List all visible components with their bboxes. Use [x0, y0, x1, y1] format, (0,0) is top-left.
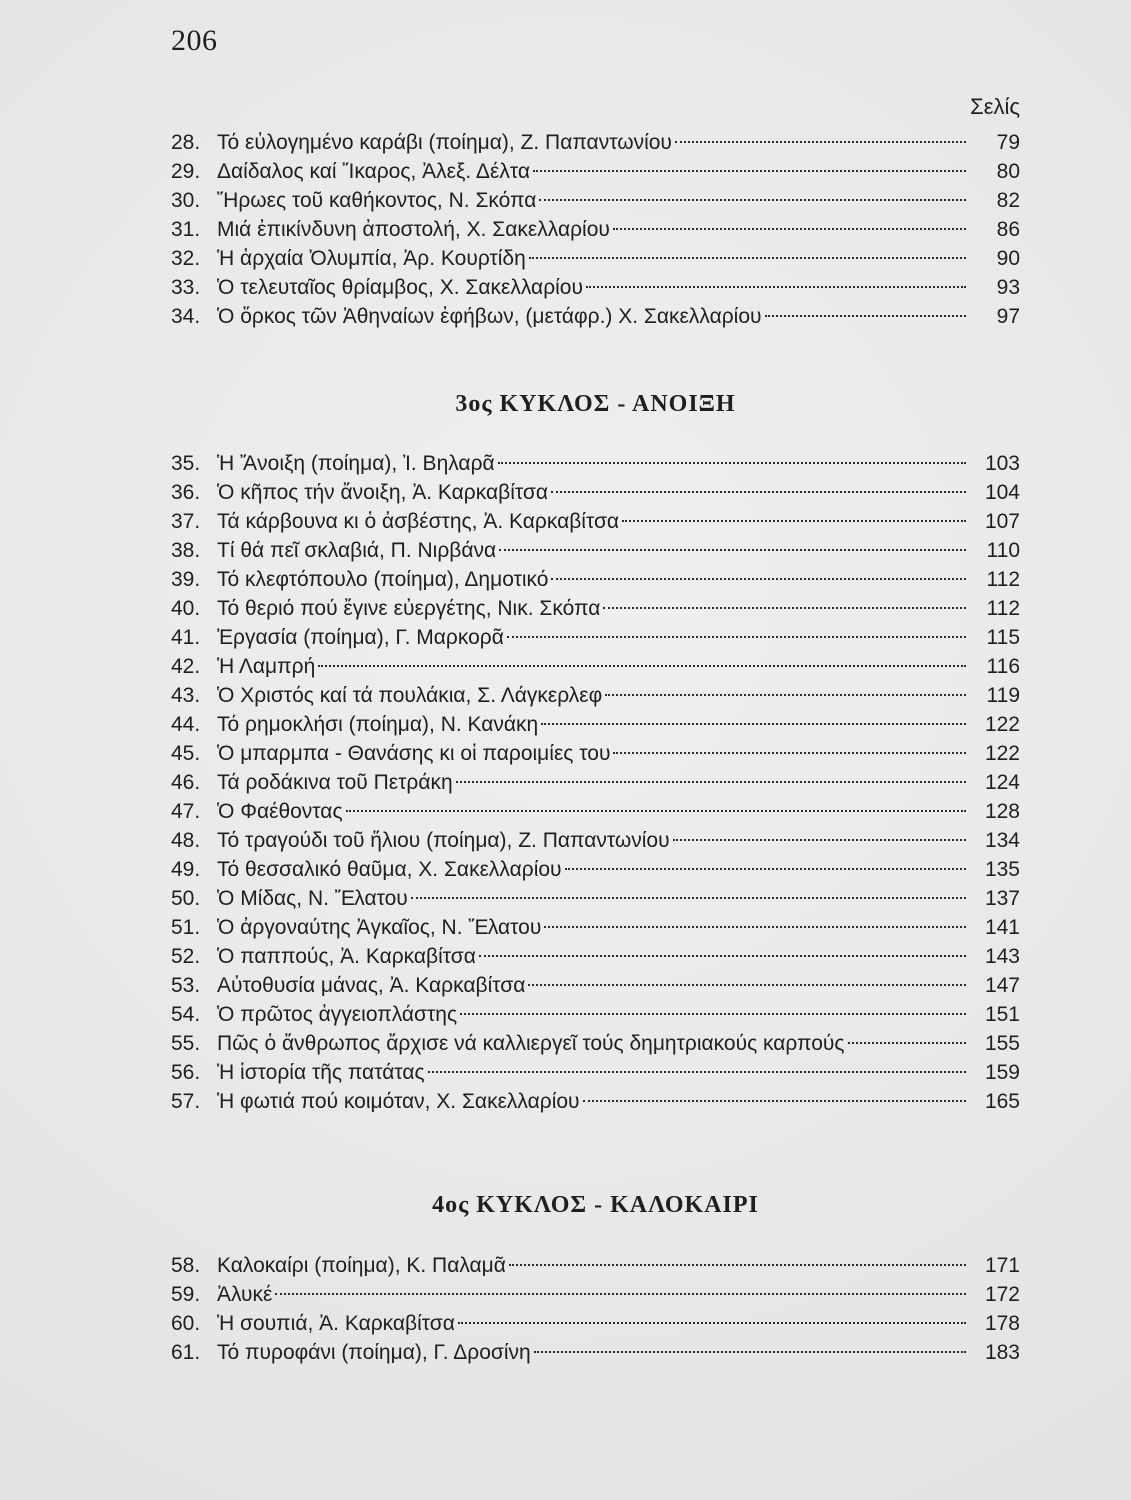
entry-title: Αὐτοθυσία μάνας, Ἀ. Καρκαβίτσα [217, 974, 526, 997]
entry-title: Τό εὐλογημένο καράβι (ποίημα), Ζ. Παπαντωνίου [217, 131, 672, 154]
entry-page: 112 [986, 597, 1020, 620]
entry-page: 143 [984, 945, 1020, 968]
entry-page: 110 [986, 539, 1020, 562]
section-heading-spring: 3ος ΚΥΚΛΟΣ - ΑΝΟΙΞΗ [455, 391, 736, 417]
dot-leader [499, 549, 966, 551]
dot-leader [541, 723, 966, 725]
toc-entry [171, 826, 1020, 855]
dot-leader [479, 955, 966, 957]
entry-page: 122 [984, 713, 1020, 736]
dot-leader [346, 810, 966, 812]
entry-title: Ὁ Μίδας, Ν. Ἔλατου [217, 887, 408, 910]
dot-leader [583, 1100, 966, 1102]
entry-title: Ὁ παππούς, Ἀ. Καρκαβίτσα [217, 945, 476, 968]
entry-number: 57. [171, 1090, 201, 1113]
dot-leader [528, 984, 966, 986]
entry-title: Τό τραγούδι τοῦ ἥλιου (ποίημα), Ζ. Παπαντωνίου [217, 829, 670, 852]
toc-entry [171, 128, 1020, 157]
dot-leader [673, 839, 966, 841]
toc-entry [171, 302, 1020, 331]
toc-entry [171, 942, 1020, 971]
entry-number: 44. [171, 713, 201, 736]
entry-title: Ὁ ἀργοναύτης Ἀγκαῖος, Ν. Ἔλατου [217, 916, 542, 939]
toc-entry [171, 1029, 1020, 1058]
dot-leader [509, 1264, 966, 1266]
entry-title: Ἡ Λαμπρή [217, 655, 316, 678]
toc-entry [171, 1280, 1020, 1309]
entry-number: 51. [171, 916, 201, 939]
dot-leader [428, 1071, 966, 1073]
entry-page: 183 [984, 1341, 1020, 1364]
entry-title: Τό ρημοκλήσι (ποίημα), Ν. Κανάκη [217, 713, 539, 736]
entry-title: Ὁ μπαρμπα - Θανάσης κι οἱ παροιμίες του [217, 742, 611, 765]
entry-number: 56. [171, 1061, 201, 1084]
entry-page: 135 [984, 858, 1020, 881]
entry-number: 36. [171, 481, 201, 504]
entry-number: 32. [171, 247, 201, 270]
page-number: 206 [171, 24, 218, 57]
dot-leader [544, 926, 966, 928]
entry-number: 41. [171, 626, 201, 649]
toc-entry [171, 1087, 1020, 1116]
entry-title: Ὁ τελευταῖος θρίαμβος, Χ. Σακελλαρίου [217, 276, 583, 299]
entry-title: Τί θά πεῖ σκλαβιά, Π. Νιρβάνα [217, 539, 497, 562]
entry-title: Μιά ἐπικίνδυνη ἀποστολή, Χ. Σακελλαρίου [217, 218, 610, 241]
entry-page: 147 [984, 974, 1020, 997]
entry-title: Ὁ κῆπος τήν ἄνοιξη, Ἀ. Καρκαβίτσα [217, 481, 548, 504]
entry-page: 112 [986, 568, 1020, 591]
entry-number: 53. [171, 974, 201, 997]
dot-leader [529, 257, 966, 259]
toc-entry [171, 681, 1020, 710]
dot-leader [613, 228, 966, 230]
entry-title: Ἡ Ἄνοιξη (ποίημα), Ἰ. Βηλαρᾶ [217, 452, 495, 475]
toc-entry [171, 710, 1020, 739]
entry-page: 104 [984, 481, 1020, 504]
page-column-header: Σελίς [970, 94, 1020, 119]
entry-number: 33. [171, 276, 201, 299]
entry-title: Ἐργασία (ποίημα), Γ. Μαρκορᾶ [217, 626, 504, 649]
dot-leader [613, 752, 966, 754]
entry-title: Πῶς ὁ ἄνθρωπος ἄρχισε νά καλλιεργεῖ τούς δημητριακούς καρπούς [217, 1032, 845, 1055]
entry-page: 172 [984, 1283, 1020, 1306]
toc-entry [171, 244, 1020, 273]
toc-entry [171, 739, 1020, 768]
entry-number: 55. [171, 1032, 201, 1055]
entry-page: 159 [984, 1061, 1020, 1084]
toc-entry [171, 565, 1020, 594]
entry-page: 82 [996, 189, 1020, 212]
toc-entry [171, 536, 1020, 565]
dot-leader [456, 781, 966, 783]
dot-leader [586, 286, 966, 288]
entry-number: 50. [171, 887, 201, 910]
toc-entry [171, 215, 1020, 244]
entry-page: 124 [984, 771, 1020, 794]
toc-entry [171, 507, 1020, 536]
entry-number: 39. [171, 568, 201, 591]
entry-number: 59. [171, 1283, 201, 1306]
entry-page: 80 [996, 160, 1020, 183]
entry-number: 52. [171, 945, 201, 968]
entry-number: 40. [171, 597, 201, 620]
entry-number: 49. [171, 858, 201, 881]
entry-number: 34. [171, 305, 201, 328]
entry-title: Ἡ φωτιά πού κοιμόταν, Χ. Σακελλαρίου [217, 1090, 580, 1113]
dot-leader [603, 607, 966, 609]
entry-page: 86 [996, 218, 1020, 241]
dot-leader [565, 868, 966, 870]
entry-title: Τά κάρβουνα κι ὁ ἀσβέστης, Ἀ. Καρκαβίτσα [217, 510, 620, 533]
toc-entry [171, 768, 1020, 797]
entry-page: 115 [986, 626, 1020, 649]
entry-number: 30. [171, 189, 201, 212]
dot-leader [551, 491, 966, 493]
entry-number: 46. [171, 771, 201, 794]
entry-number: 42. [171, 655, 201, 678]
entry-title: Ἥρωες τοῦ καθήκοντος, Ν. Σκόπα [217, 189, 537, 212]
entry-title: Τά ροδάκινα τοῦ Πετράκη [217, 771, 453, 794]
entry-page: 107 [984, 510, 1020, 533]
entry-page: 178 [984, 1312, 1020, 1335]
entry-number: 60. [171, 1312, 201, 1335]
entry-title: Τό κλεφτόπουλο (ποίημα), Δημοτικό [217, 568, 549, 591]
entry-page: 165 [984, 1090, 1020, 1113]
entry-page: 79 [996, 131, 1020, 154]
dot-leader [848, 1042, 966, 1044]
entry-page: 103 [984, 452, 1020, 475]
entry-page: 116 [986, 655, 1020, 678]
dot-leader [318, 665, 966, 667]
entry-number: 38. [171, 539, 201, 562]
toc-entry [171, 652, 1020, 681]
entry-page: 97 [996, 305, 1020, 328]
entry-page: 155 [984, 1032, 1020, 1055]
dot-leader [507, 636, 966, 638]
entry-number: 28. [171, 131, 201, 154]
entry-title: Ὁ ὅρκος τῶν Ἀθηναίων ἐφήβων, (μετάφρ.) Χ. Σακελλαρίου [217, 305, 762, 328]
toc-entry [171, 971, 1020, 1000]
entry-page: 151 [984, 1003, 1020, 1026]
dot-leader [498, 462, 966, 464]
dot-leader [551, 578, 966, 580]
entry-page: 93 [996, 276, 1020, 299]
entry-page: 128 [984, 800, 1020, 823]
toc-entry [171, 186, 1020, 215]
dot-leader [605, 694, 966, 696]
entry-number: 37. [171, 510, 201, 533]
toc-entry [171, 623, 1020, 652]
dot-leader [534, 1351, 966, 1353]
entry-title: Ἡ ἱστορία τῆς πατάτας [217, 1061, 425, 1084]
entry-number: 47. [171, 800, 201, 823]
toc-entry [171, 1058, 1020, 1087]
entry-number: 61. [171, 1341, 201, 1364]
entry-title: Ἡ ἀρχαία Ὀλυμπία, Ἀρ. Κουρτίδη [217, 247, 526, 270]
entry-number: 45. [171, 742, 201, 765]
entry-page: 119 [986, 684, 1020, 707]
toc-entry [171, 273, 1020, 302]
entry-number: 35. [171, 452, 201, 475]
entry-number: 43. [171, 684, 201, 707]
toc-entry [171, 1000, 1020, 1029]
entry-page: 90 [996, 247, 1020, 270]
toc-entry [171, 157, 1020, 186]
toc-entry [171, 478, 1020, 507]
entry-title: Ἀλυκέ [217, 1283, 273, 1306]
entry-number: 48. [171, 829, 201, 852]
entry-title: Ὁ Φαέθοντας [217, 800, 343, 823]
dot-leader [460, 1013, 966, 1015]
dot-leader [622, 520, 966, 522]
entry-title: Δαίδαλος καί Ἴκαρος, Ἀλεξ. Δέλτα [217, 160, 530, 183]
entry-page: 137 [984, 887, 1020, 910]
toc-entry [171, 1309, 1020, 1338]
entry-number: 29. [171, 160, 201, 183]
toc-entry [171, 797, 1020, 826]
entry-page: 134 [984, 829, 1020, 852]
entry-title: Ὁ Χριστός καί τά πουλάκια, Σ. Λάγκερλεφ [217, 684, 603, 707]
entry-page: 171 [984, 1254, 1020, 1277]
dot-leader [411, 897, 966, 899]
toc-entry [171, 449, 1020, 478]
dot-leader [275, 1293, 966, 1295]
entry-number: 54. [171, 1003, 201, 1026]
dot-leader [458, 1322, 966, 1324]
toc-entry [171, 1338, 1020, 1367]
entry-title: Καλοκαίρι (ποίημα), Κ. Παλαμᾶ [217, 1254, 506, 1277]
dot-leader [765, 315, 966, 317]
toc-entry [171, 913, 1020, 942]
entry-page: 122 [984, 742, 1020, 765]
toc-entry [171, 594, 1020, 623]
entry-title: Ἡ σουπιά, Ἀ. Καρκαβίτσα [217, 1312, 455, 1335]
entry-number: 58. [171, 1254, 201, 1277]
entry-number: 31. [171, 218, 201, 241]
dot-leader [675, 141, 966, 143]
toc-entry [171, 1251, 1020, 1280]
dot-leader [539, 199, 966, 201]
toc-entry [171, 884, 1020, 913]
entry-title: Ὁ πρῶτος ἀγγειοπλάστης [217, 1003, 458, 1026]
entry-title: Τό θεσσαλικό θαῦμα, Χ. Σακελλαρίου [217, 858, 562, 881]
section-heading-summer: 4ος ΚΥΚΛΟΣ - ΚΑΛΟΚΑΙΡΙ [432, 1192, 759, 1218]
entry-page: 141 [984, 916, 1020, 939]
dot-leader [533, 170, 966, 172]
entry-title: Τό πυροφάνι (ποίημα), Γ. Δροσίνη [217, 1341, 531, 1364]
toc-entry [171, 855, 1020, 884]
entry-title: Τό θεριό πού ἔγινε εὐεργέτης, Νικ. Σκόπα [217, 597, 601, 620]
